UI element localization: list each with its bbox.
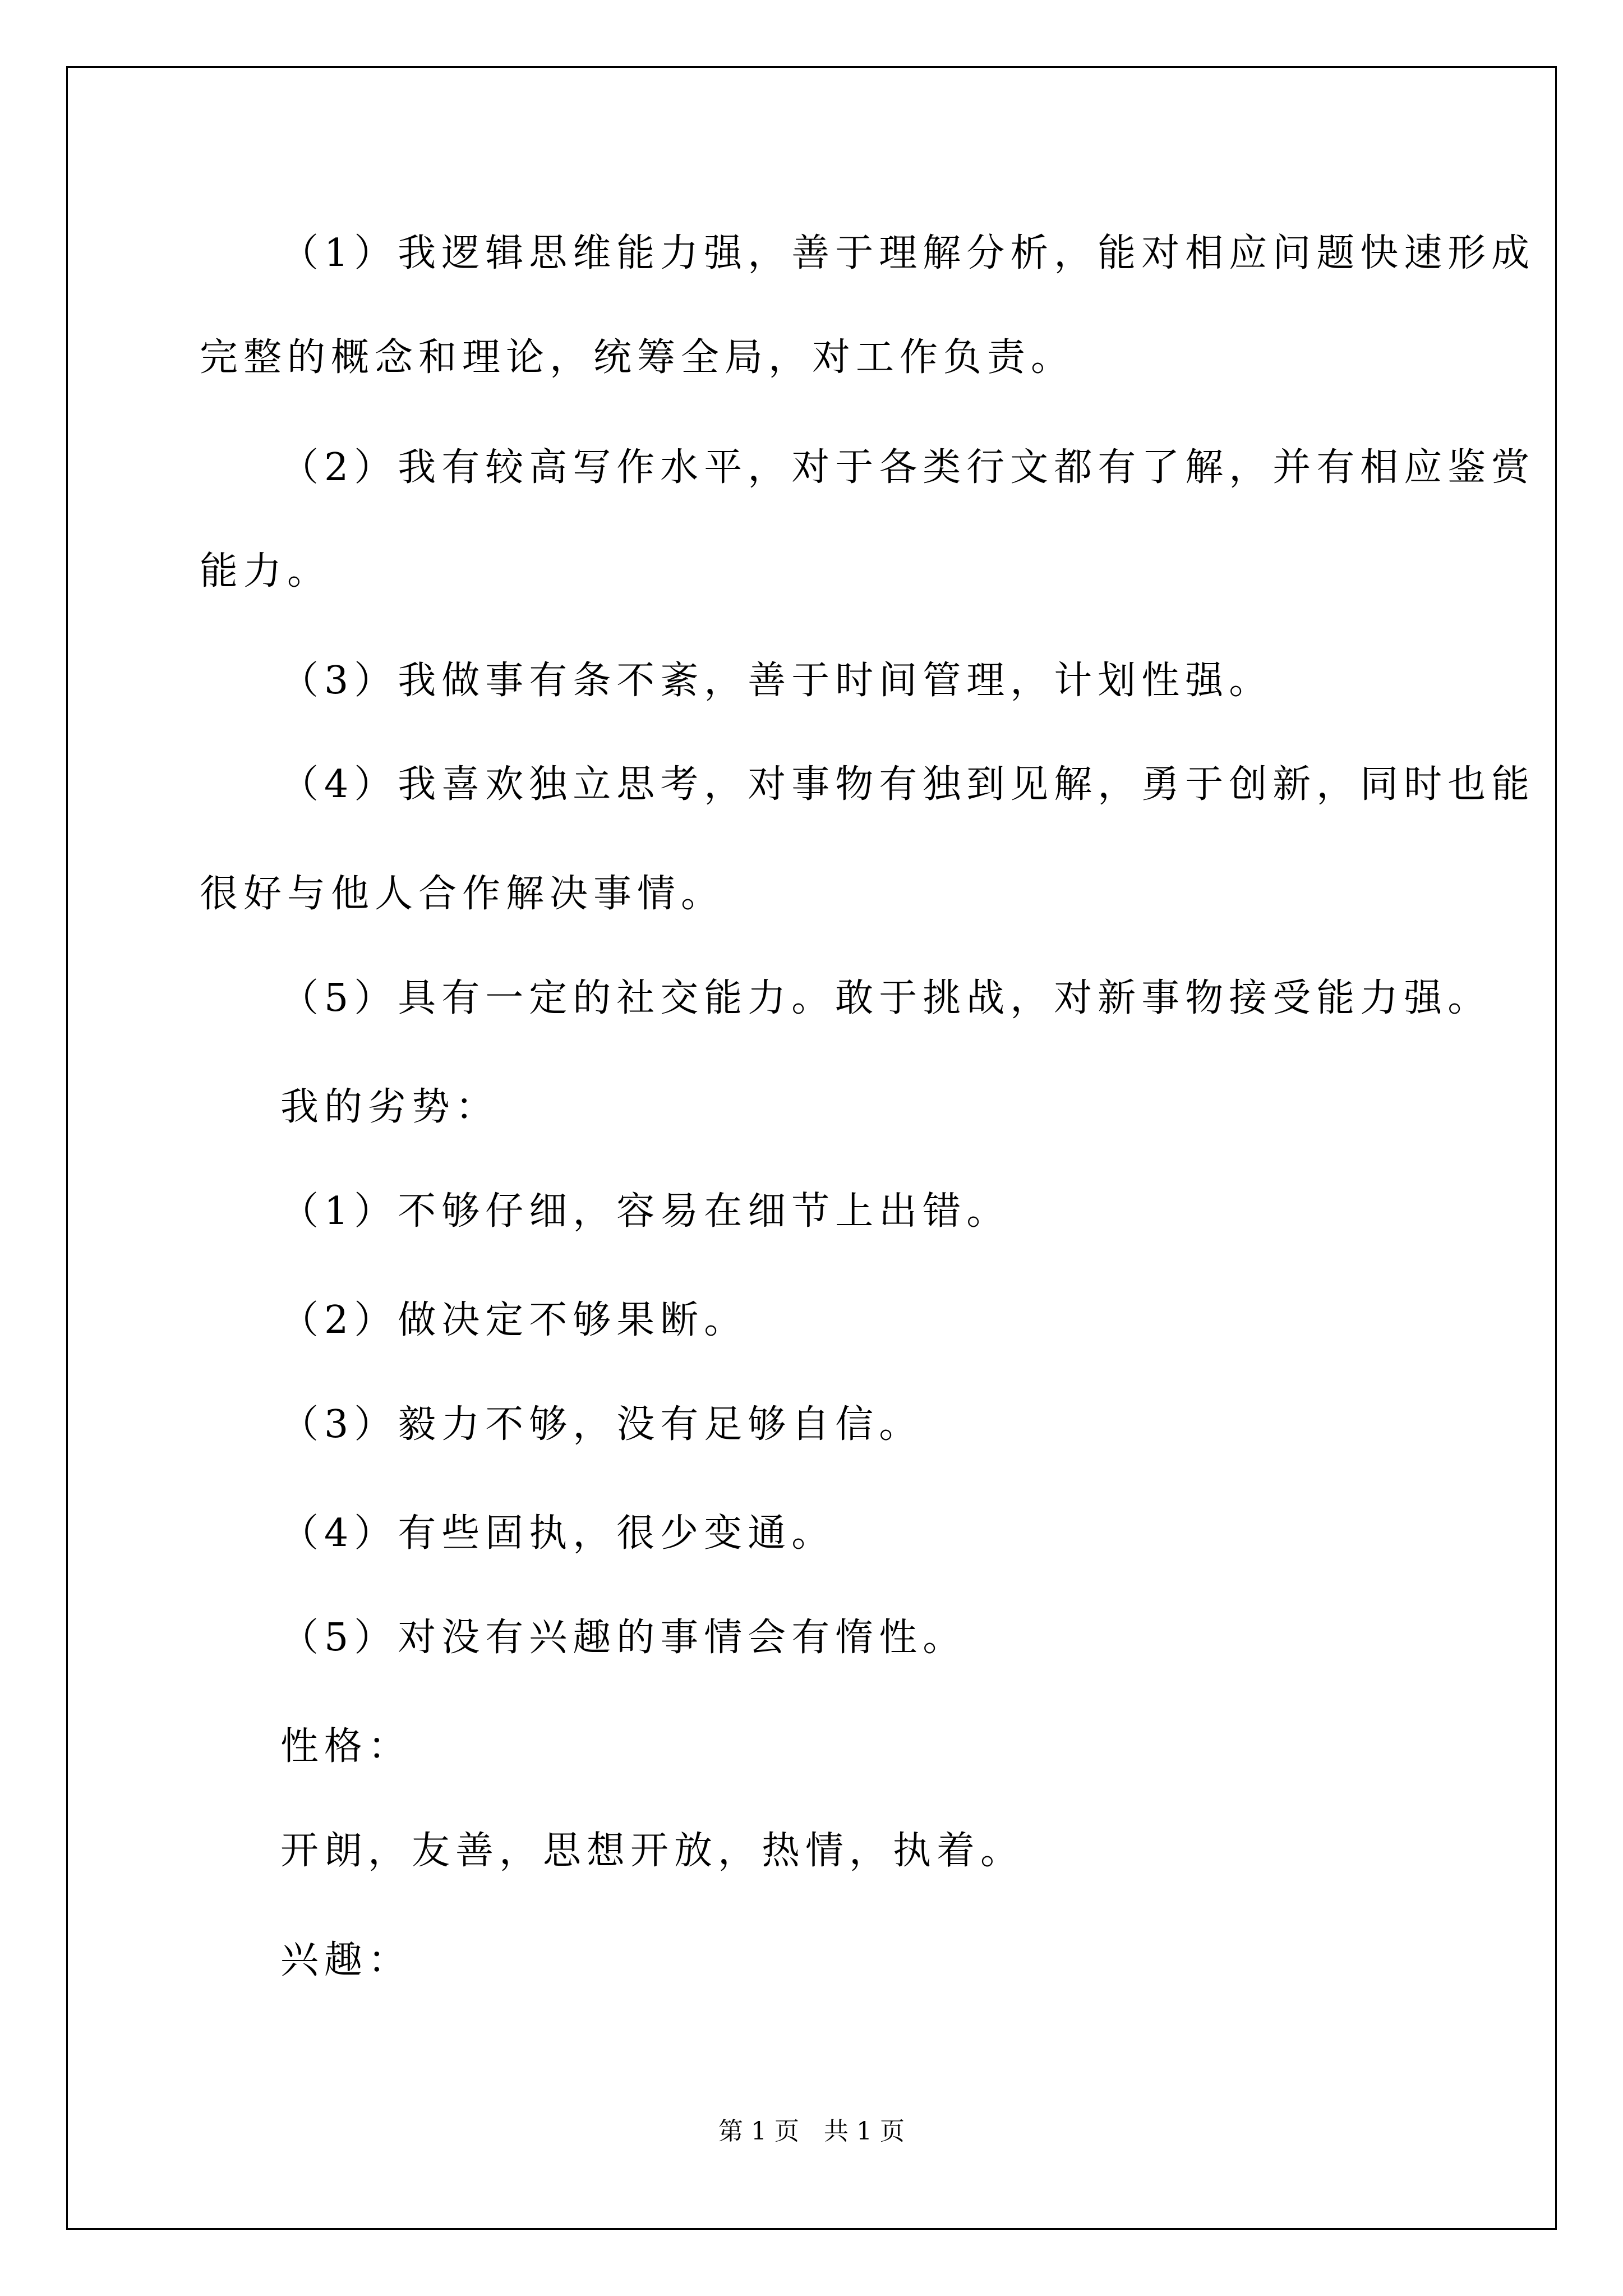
heading-personality: 性格：	[280, 1724, 412, 1769]
paragraph-strength-1-line-1: （1）我逻辑思维能力强，善于理解分析，能对相应问题快速形成	[280, 231, 1536, 275]
heading-weaknesses: 我的劣势：	[280, 1085, 500, 1129]
paragraph-strength-2-line-2: 能力。	[200, 549, 331, 593]
page-footer: 第 1 页 共 1 页	[718, 2117, 905, 2146]
paragraph-weakness-2: （2）做决定不够果断。	[280, 1298, 748, 1342]
paragraph-strength-4-line-1: （4）我喜欢独立思考，对事物有独到见解，勇于创新，同时也能	[280, 762, 1536, 807]
paragraph-strength-5: （5）具有一定的社交能力。敢于挑战，对新事物接受能力强。	[280, 976, 1492, 1020]
paragraph-strength-4-line-2: 很好与他人合作解决事情。	[200, 872, 725, 916]
paragraph-personality: 开朗，友善，思想开放，热情，执着。	[280, 1829, 1025, 1873]
paragraph-weakness-1: （1）不够仔细，容易在细节上出错。	[280, 1189, 1011, 1234]
page-border	[66, 66, 1557, 2230]
heading-interests: 兴趣：	[280, 1938, 412, 1982]
paragraph-weakness-3: （3）毅力不够，没有足够自信。	[280, 1402, 923, 1447]
paragraph-strength-2-line-1: （2）我有较高写作水平，对于各类行文都有了解，并有相应鉴赏	[280, 445, 1536, 490]
paragraph-strength-3: （3）我做事有条不紊，善于时间管理，计划性强。	[280, 659, 1273, 703]
paragraph-strength-1-line-2: 完整的概念和理论，统筹全局，对工作负责。	[200, 335, 1075, 380]
paragraph-weakness-5: （5）对没有兴趣的事情会有惰性。	[280, 1616, 967, 1660]
paragraph-weakness-4: （4）有些固执，很少变通。	[280, 1511, 836, 1556]
